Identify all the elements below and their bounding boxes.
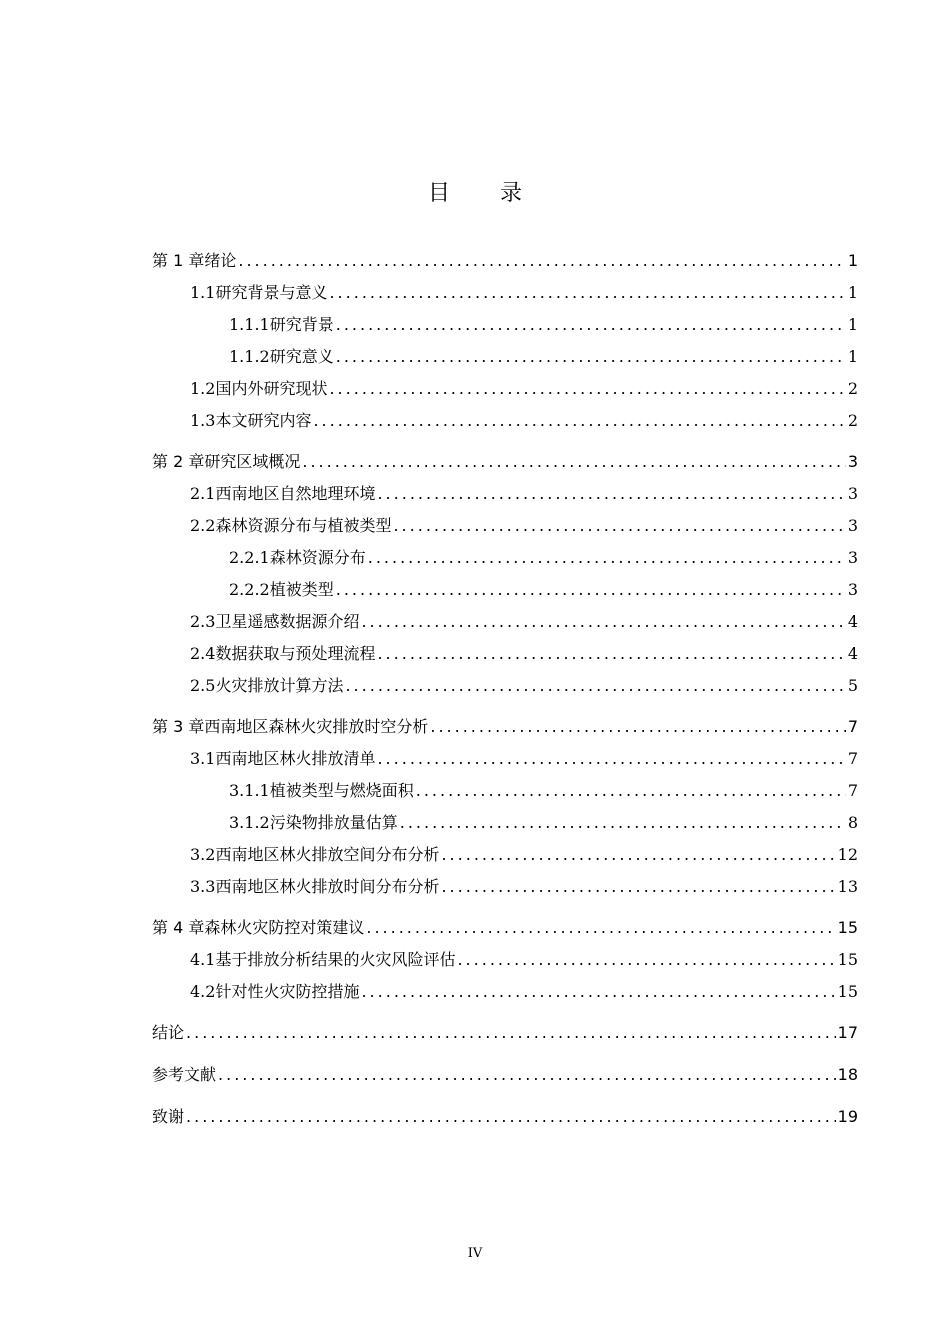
toc-entry-page: 1 <box>847 251 858 270</box>
toc-entry-number: 3.2 <box>190 845 216 864</box>
toc-entry-page: 13 <box>837 877 858 896</box>
toc-dot-leader <box>366 918 835 937</box>
toc-entry[interactable] <box>229 810 858 834</box>
toc-entry-number: 2.1 <box>190 484 216 503</box>
toc-entry-page: 7 <box>847 717 858 736</box>
toc-entry-number: 第 2 章 <box>152 452 205 471</box>
toc-entry-label: 数据获取与预处理流程 <box>215 644 376 663</box>
toc-entry-page: 17 <box>837 1023 858 1042</box>
toc-entry-number: 2.4 <box>190 644 216 663</box>
toc-entry-page: 3 <box>847 548 858 567</box>
toc-entry-label: 绪论 <box>204 251 237 270</box>
toc-entry-page: 7 <box>847 781 858 800</box>
toc-entry[interactable] <box>229 312 858 336</box>
toc-dot-leader <box>329 283 845 302</box>
toc-entry[interactable] <box>152 714 858 738</box>
toc-title-part1: 目 <box>427 181 450 206</box>
toc-entry[interactable] <box>152 449 858 473</box>
toc-entry-number: 第 4 章 <box>152 918 205 937</box>
toc-entry-page: 15 <box>837 982 858 1001</box>
toc-entry-label: 森林资源分布与植被类型 <box>215 516 392 535</box>
toc-entry-label: 森林火灾防控对策建议 <box>204 918 365 937</box>
toc-entry-page: 3 <box>847 580 858 599</box>
toc-dot-leader <box>329 379 845 398</box>
toc-entry-label: 研究区域概况 <box>204 452 301 471</box>
toc-dot-leader <box>441 877 835 896</box>
toc-entry[interactable] <box>190 673 858 697</box>
toc-entry-number: 3.1.1 <box>229 781 270 800</box>
toc-entry[interactable] <box>190 376 858 400</box>
toc-entry-number: 第 3 章 <box>152 717 205 736</box>
toc-entry-number: 2.2.2 <box>229 580 270 599</box>
toc-entry[interactable] <box>152 248 858 272</box>
toc-entry[interactable] <box>152 1020 858 1044</box>
toc-entry-label: 研究背景 <box>269 315 334 334</box>
toc-dot-leader <box>361 612 845 631</box>
toc-entry[interactable] <box>190 979 858 1003</box>
toc-entry[interactable] <box>190 481 858 505</box>
toc-entry-label: 西南地区林火排放时间分布分析 <box>215 877 440 896</box>
toc-entry-label: 卫星遥感数据源介绍 <box>215 612 360 631</box>
toc-dot-leader <box>416 781 846 800</box>
toc-entry-label: 森林资源分布 <box>269 548 366 567</box>
toc-entry-label: 结论 <box>152 1023 185 1042</box>
toc-entry-label: 西南地区自然地理环境 <box>215 484 376 503</box>
page-footer-number: IV <box>467 1246 483 1261</box>
toc-dot-leader <box>400 813 846 832</box>
toc-dot-leader <box>377 749 845 768</box>
toc-dot-leader <box>336 580 846 599</box>
toc-entry-page: 5 <box>847 676 858 695</box>
toc-entry-number: 3.1 <box>190 749 216 768</box>
toc-entry-number: 3.1.2 <box>229 813 270 832</box>
toc-entry-label: 植被类型与燃烧面积 <box>269 781 414 800</box>
toc-title-part2: 录 <box>500 181 523 206</box>
toc-entry-page: 12 <box>837 845 858 864</box>
toc-entry[interactable] <box>190 842 858 866</box>
toc-entry[interactable] <box>190 874 858 898</box>
toc-dot-leader <box>336 347 846 366</box>
toc-entry-number: 2.2 <box>190 516 216 535</box>
toc-entry[interactable] <box>229 344 858 368</box>
toc-dot-leader <box>218 1065 836 1084</box>
toc-entry[interactable] <box>190 280 858 304</box>
toc-entry-page: 15 <box>837 950 858 969</box>
toc-entry-page: 7 <box>847 749 858 768</box>
toc-entry[interactable] <box>229 577 858 601</box>
toc-entry[interactable] <box>190 408 858 432</box>
toc-entry-page: 19 <box>837 1107 858 1126</box>
toc-entry-number: 2.2.1 <box>229 548 270 567</box>
toc-entry-page: 2 <box>847 411 858 430</box>
toc-entry[interactable] <box>152 1062 858 1086</box>
toc-entry[interactable] <box>229 545 858 569</box>
toc-entry-number: 1.3 <box>190 411 216 430</box>
toc-dot-leader <box>377 644 845 663</box>
toc-entry-label: 污染物排放量估算 <box>269 813 398 832</box>
toc-dot-leader <box>345 676 845 695</box>
toc-dot-leader <box>393 516 845 535</box>
toc-entry-page: 3 <box>847 452 858 471</box>
toc-entry-label: 本文研究内容 <box>215 411 312 430</box>
toc-entry-page: 1 <box>847 347 858 366</box>
toc-entry-page: 18 <box>837 1065 858 1084</box>
toc-entry[interactable] <box>152 915 858 939</box>
toc-entry-number: 2.5 <box>190 676 216 695</box>
toc-dot-leader <box>457 950 835 969</box>
toc-entry-number: 第 1 章 <box>152 251 205 270</box>
toc-entry[interactable] <box>190 641 858 665</box>
toc-entry-number: 2.3 <box>190 612 216 631</box>
toc-entry-label: 火灾排放计算方法 <box>215 676 344 695</box>
toc-entry-page: 2 <box>847 379 858 398</box>
toc-entry[interactable] <box>190 746 858 770</box>
toc-dot-leader <box>302 452 845 471</box>
toc-entry-label: 针对性火灾防控措施 <box>215 982 360 1001</box>
toc-dot-leader <box>430 717 845 736</box>
toc-entry-page: 1 <box>847 283 858 302</box>
toc-entry-label: 西南地区林火排放空间分布分析 <box>215 845 440 864</box>
toc-entry-number: 4.2 <box>190 982 216 1001</box>
toc-entry-number: 4.1 <box>190 950 216 969</box>
toc-entry-number: 1.1.1 <box>229 315 270 334</box>
toc-entry-number: 1.1.2 <box>229 347 270 366</box>
toc-entry-page: 3 <box>847 516 858 535</box>
toc-entry-label: 基于排放分析结果的火灾风险评估 <box>215 950 456 969</box>
toc-dot-leader <box>377 484 845 503</box>
toc-dot-leader <box>361 982 835 1001</box>
toc-entry-label: 研究背景与意义 <box>215 283 328 302</box>
toc-dot-leader <box>186 1023 836 1042</box>
toc-entry-page: 15 <box>837 918 858 937</box>
toc-dot-leader <box>313 411 845 430</box>
toc-dot-leader <box>441 845 835 864</box>
toc-entry-label: 西南地区林火排放清单 <box>215 749 376 768</box>
toc-entry-page: 1 <box>847 315 858 334</box>
toc-dot-leader <box>238 251 845 270</box>
toc-entry-label: 致谢 <box>152 1107 185 1126</box>
toc-dot-leader <box>186 1107 836 1126</box>
toc-entry-page: 4 <box>847 644 858 663</box>
toc-entry[interactable] <box>190 947 858 971</box>
toc-entry-label: 参考文献 <box>152 1065 217 1084</box>
toc-entry-number: 1.2 <box>190 379 216 398</box>
toc-entry-label: 国内外研究现状 <box>215 379 328 398</box>
toc-entry-page: 3 <box>847 484 858 503</box>
toc-entry-page: 4 <box>847 612 858 631</box>
toc-entry[interactable] <box>190 609 858 633</box>
toc-entry[interactable] <box>152 1104 858 1128</box>
toc-entry-number: 1.1 <box>190 283 216 302</box>
toc-entry[interactable] <box>229 778 858 802</box>
toc-entry-label: 西南地区森林火灾排放时空分析 <box>204 717 429 736</box>
toc-entry-label: 研究意义 <box>269 347 334 366</box>
toc-dot-leader <box>336 315 846 334</box>
toc-entry-page: 8 <box>847 813 858 832</box>
toc-entry[interactable] <box>190 513 858 537</box>
toc-dot-leader <box>368 548 846 567</box>
toc-entry-label: 植被类型 <box>269 580 334 599</box>
toc-entry-number: 3.3 <box>190 877 216 896</box>
